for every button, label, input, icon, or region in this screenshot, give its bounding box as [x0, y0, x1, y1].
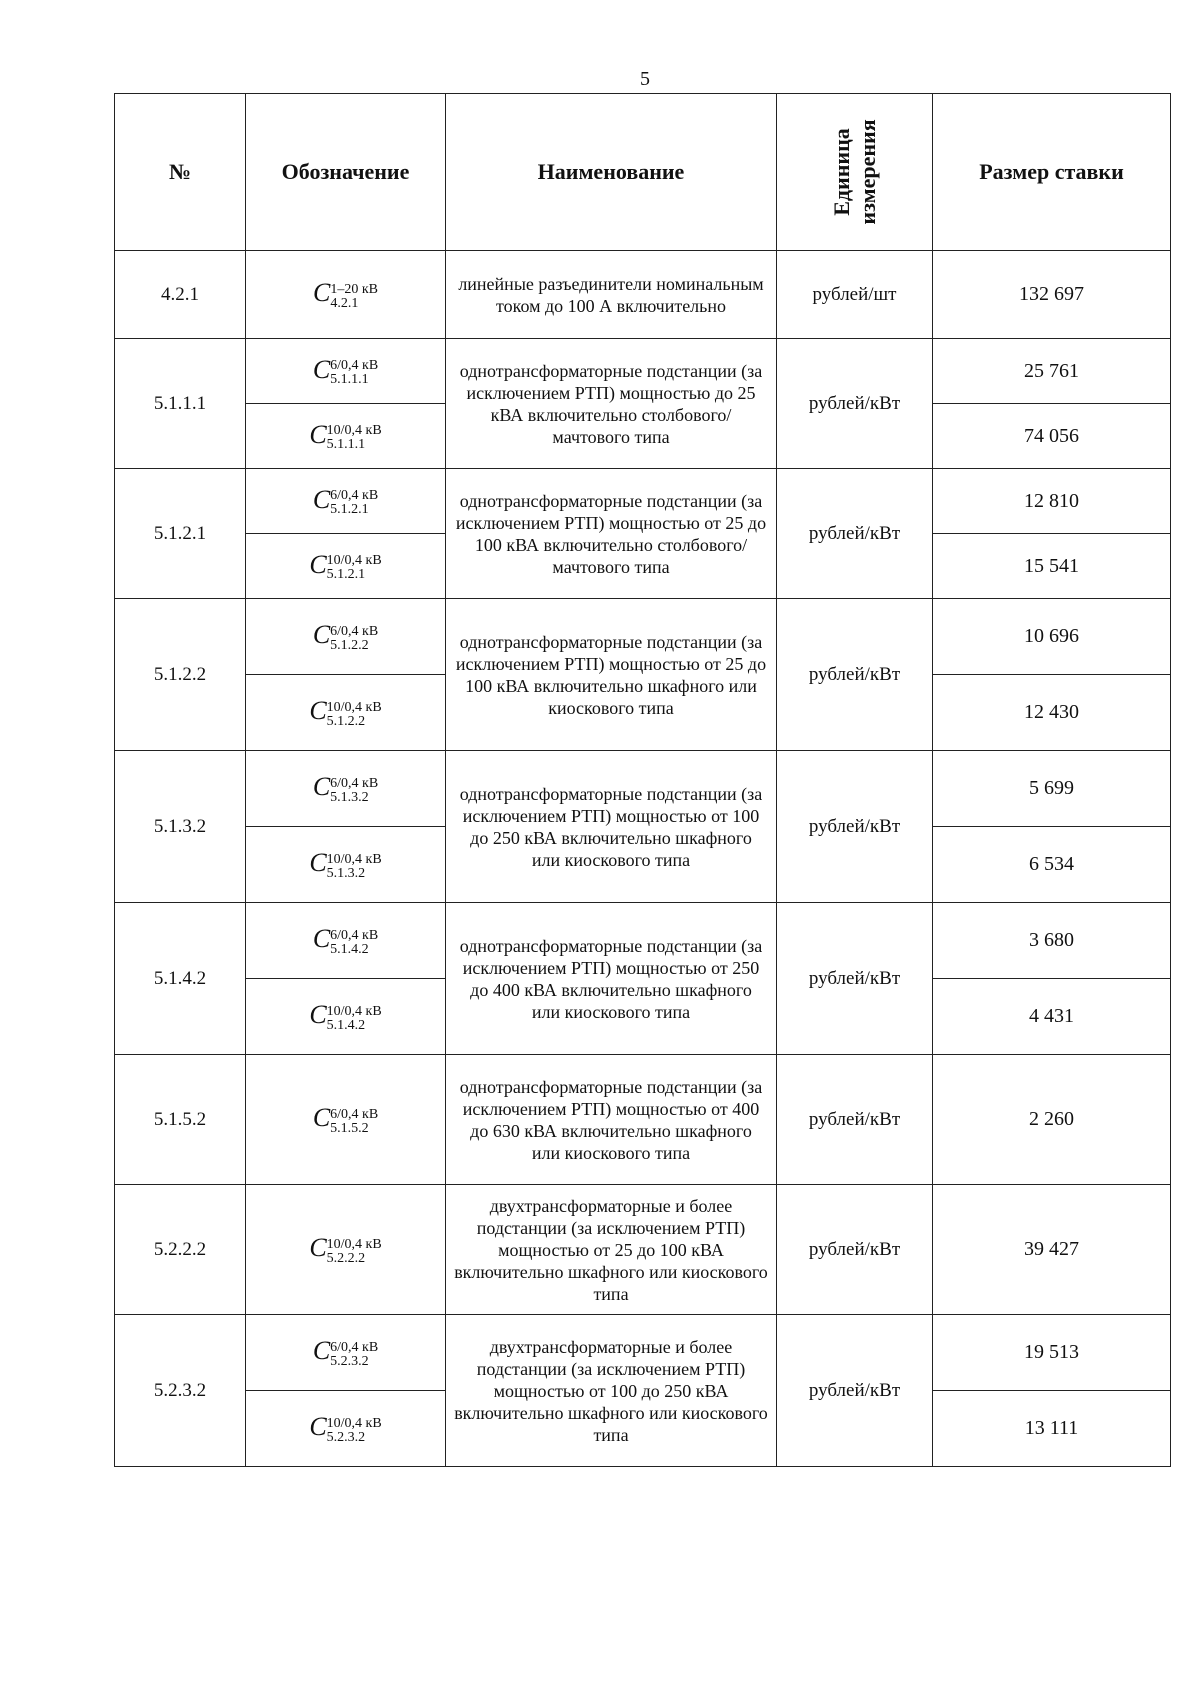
row-name: однотрансформаторные подстанции (за исключением РТП) мощностью от 400 до 630 кВА включительно шкафного или киоскового типа	[446, 1055, 777, 1185]
designation-superscript: 10/0,4 кВ	[326, 1415, 382, 1431]
rate-value: 39 427	[933, 1185, 1171, 1315]
designation-symbol: C	[309, 1000, 327, 1030]
table-row	[115, 751, 1171, 827]
rate-value: 2 260	[933, 1055, 1171, 1185]
table-row	[115, 1055, 1171, 1185]
row-unit: рублей/кВт	[777, 903, 933, 1055]
rate-value: 3 680	[933, 903, 1171, 979]
table-row	[115, 339, 1171, 404]
rate-value: 15 541	[933, 534, 1171, 599]
designation-superscript: 6/0,4 кВ	[330, 358, 379, 374]
designation-symbol: C	[309, 696, 327, 726]
designation-superscript: 1–20 кВ	[330, 281, 378, 297]
designation-superscript: 6/0,4 кВ	[330, 927, 379, 943]
designation-superscript: 10/0,4 кВ	[326, 553, 382, 569]
header-unit	[777, 94, 933, 251]
designation-symbol: C	[312, 924, 331, 954]
designation-subscript: 5.1.1.1	[330, 372, 369, 388]
designation-cell	[246, 675, 446, 751]
table-row	[115, 469, 1171, 534]
table-row	[115, 251, 1171, 339]
header-name: Наименование	[446, 94, 777, 251]
row-name: двухтрансформаторные и более подстанции (за исключением РТП) мощностью от 25 до 100 кВА включительно шкафного или киоскового типа	[446, 1185, 777, 1315]
designation-superscript: 10/0,4 кВ	[326, 1003, 382, 1019]
designation-superscript: 10/0,4 кВ	[326, 423, 382, 439]
table-header-row	[115, 94, 1171, 251]
designation-cell	[246, 827, 446, 903]
designation-symbol: C	[312, 620, 331, 650]
row-name: линейные разъединители номинальным током до 100 А включительно	[446, 251, 777, 339]
row-unit: рублей/кВт	[777, 751, 933, 903]
designation-cell	[246, 251, 446, 339]
designation-subscript: 5.1.4.2	[330, 941, 369, 957]
designation-symbol: C	[309, 1412, 327, 1442]
designation-subscript: 5.2.2.2	[326, 1250, 366, 1266]
row-name: однотрансформаторные подстанции (за исключением РТП) мощностью от 100 до 250 кВА включительно шкафного или киоскового типа	[446, 751, 777, 903]
designation-cell	[246, 599, 446, 675]
designation-symbol: C	[309, 848, 327, 878]
row-unit: рублей/кВт	[777, 1315, 933, 1467]
row-unit: рублей/кВт	[777, 339, 933, 469]
designation-cell	[246, 404, 446, 469]
table-row	[115, 1315, 1171, 1391]
designation-subscript: 5.1.2.2	[326, 713, 366, 729]
designation-cell	[246, 979, 446, 1055]
rate-value: 74 056	[933, 404, 1171, 469]
row-unit: рублей/шт	[777, 251, 933, 339]
designation-subscript: 4.2.1	[330, 295, 359, 311]
row-name: однотрансформаторные подстанции (за исключением РТП) мощностью от 25 до 100 кВА включительно столбового/мачтового типа	[446, 469, 777, 599]
designation-subscript: 5.1.4.2	[326, 1017, 366, 1033]
designation-superscript: 6/0,4 кВ	[330, 1106, 379, 1122]
designation-superscript: 10/0,4 кВ	[326, 851, 382, 867]
designation-cell	[246, 903, 446, 979]
rate-value: 5 699	[933, 751, 1171, 827]
designation-subscript: 5.1.2.1	[330, 502, 369, 518]
designation-symbol: C	[312, 354, 331, 384]
designation-cell	[246, 1055, 446, 1185]
rate-value: 13 111	[933, 1391, 1171, 1467]
row-number: 4.2.1	[115, 251, 246, 339]
designation-superscript: 10/0,4 кВ	[326, 699, 382, 715]
designation-cell	[246, 339, 446, 404]
designation-subscript: 5.1.2.1	[326, 567, 366, 583]
designation-cell	[246, 1315, 446, 1391]
row-unit: рублей/кВт	[777, 469, 933, 599]
table-row	[115, 903, 1171, 979]
header-no: №	[115, 94, 246, 251]
designation-symbol: C	[309, 549, 327, 579]
row-number: 5.1.2.1	[115, 469, 246, 599]
designation-subscript: 5.1.3.2	[330, 789, 369, 805]
designation-cell	[246, 1391, 446, 1467]
row-name: однотрансформаторные подстанции (за исключением РТП) мощностью от 25 до 100 кВА включительно шкафного или киоскового типа	[446, 599, 777, 751]
designation-superscript: 6/0,4 кВ	[330, 623, 379, 639]
header-designation: Обозначение	[246, 94, 446, 251]
row-unit: рублей/кВт	[777, 1185, 933, 1315]
rate-value: 12 430	[933, 675, 1171, 751]
row-name: однотрансформаторные подстанции (за исключением РТП) мощностью от 250 до 400 кВА включительно шкафного или киоскового типа	[446, 903, 777, 1055]
designation-symbol: C	[312, 1103, 331, 1133]
designation-symbol: C	[312, 772, 331, 802]
table-row	[115, 1185, 1171, 1315]
rate-value: 132 697	[933, 251, 1171, 339]
row-number: 5.1.3.2	[115, 751, 246, 903]
designation-cell	[246, 534, 446, 599]
designation-superscript: 6/0,4 кВ	[330, 1339, 379, 1355]
designation-symbol: C	[313, 278, 331, 308]
designation-superscript: 6/0,4 кВ	[330, 488, 379, 504]
row-number: 5.1.4.2	[115, 903, 246, 1055]
designation-superscript: 10/0,4 кВ	[326, 1236, 382, 1252]
row-name: однотрансформаторные подстанции (за исключением РТП) мощностью до 25 кВА включительно столбового/мачтового типа	[446, 339, 777, 469]
designation-subscript: 5.1.5.2	[330, 1120, 369, 1136]
designation-cell	[246, 751, 446, 827]
row-number: 5.2.3.2	[115, 1315, 246, 1467]
row-number: 5.1.2.2	[115, 599, 246, 751]
row-number: 5.1.1.1	[115, 339, 246, 469]
rate-value: 6 534	[933, 827, 1171, 903]
rate-value: 19 513	[933, 1315, 1171, 1391]
header-unit-text: Единица измерения	[828, 119, 880, 225]
designation-superscript: 6/0,4 кВ	[330, 775, 379, 791]
designation-subscript: 5.2.3.2	[326, 1429, 366, 1445]
row-unit: рублей/кВт	[777, 1055, 933, 1185]
designation-cell	[246, 469, 446, 534]
rate-value: 10 696	[933, 599, 1171, 675]
table-row	[115, 599, 1171, 675]
row-number: 5.2.2.2	[115, 1185, 246, 1315]
designation-symbol: C	[309, 1233, 327, 1263]
header-rate: Размер ставки	[933, 94, 1171, 251]
designation-subscript: 5.2.3.2	[330, 1353, 369, 1369]
row-number: 5.1.5.2	[115, 1055, 246, 1185]
rate-value: 4 431	[933, 979, 1171, 1055]
row-name: двухтрансформаторные и более подстанции (за исключением РТП) мощностью от 100 до 250 кВА включительно шкафного или киоскового типа	[446, 1315, 777, 1467]
designation-subscript: 5.1.3.2	[326, 865, 366, 881]
designation-subscript: 5.1.1.1	[326, 437, 366, 453]
designation-symbol: C	[312, 484, 331, 514]
row-unit: рублей/кВт	[777, 599, 933, 751]
rates-table	[114, 93, 1171, 1467]
designation-subscript: 5.1.2.2	[330, 637, 369, 653]
page-number: 5	[640, 68, 650, 90]
rate-value: 25 761	[933, 339, 1171, 404]
designation-symbol: C	[312, 1336, 331, 1366]
designation-symbol: C	[309, 419, 327, 449]
designation-cell	[246, 1185, 446, 1315]
rate-value: 12 810	[933, 469, 1171, 534]
